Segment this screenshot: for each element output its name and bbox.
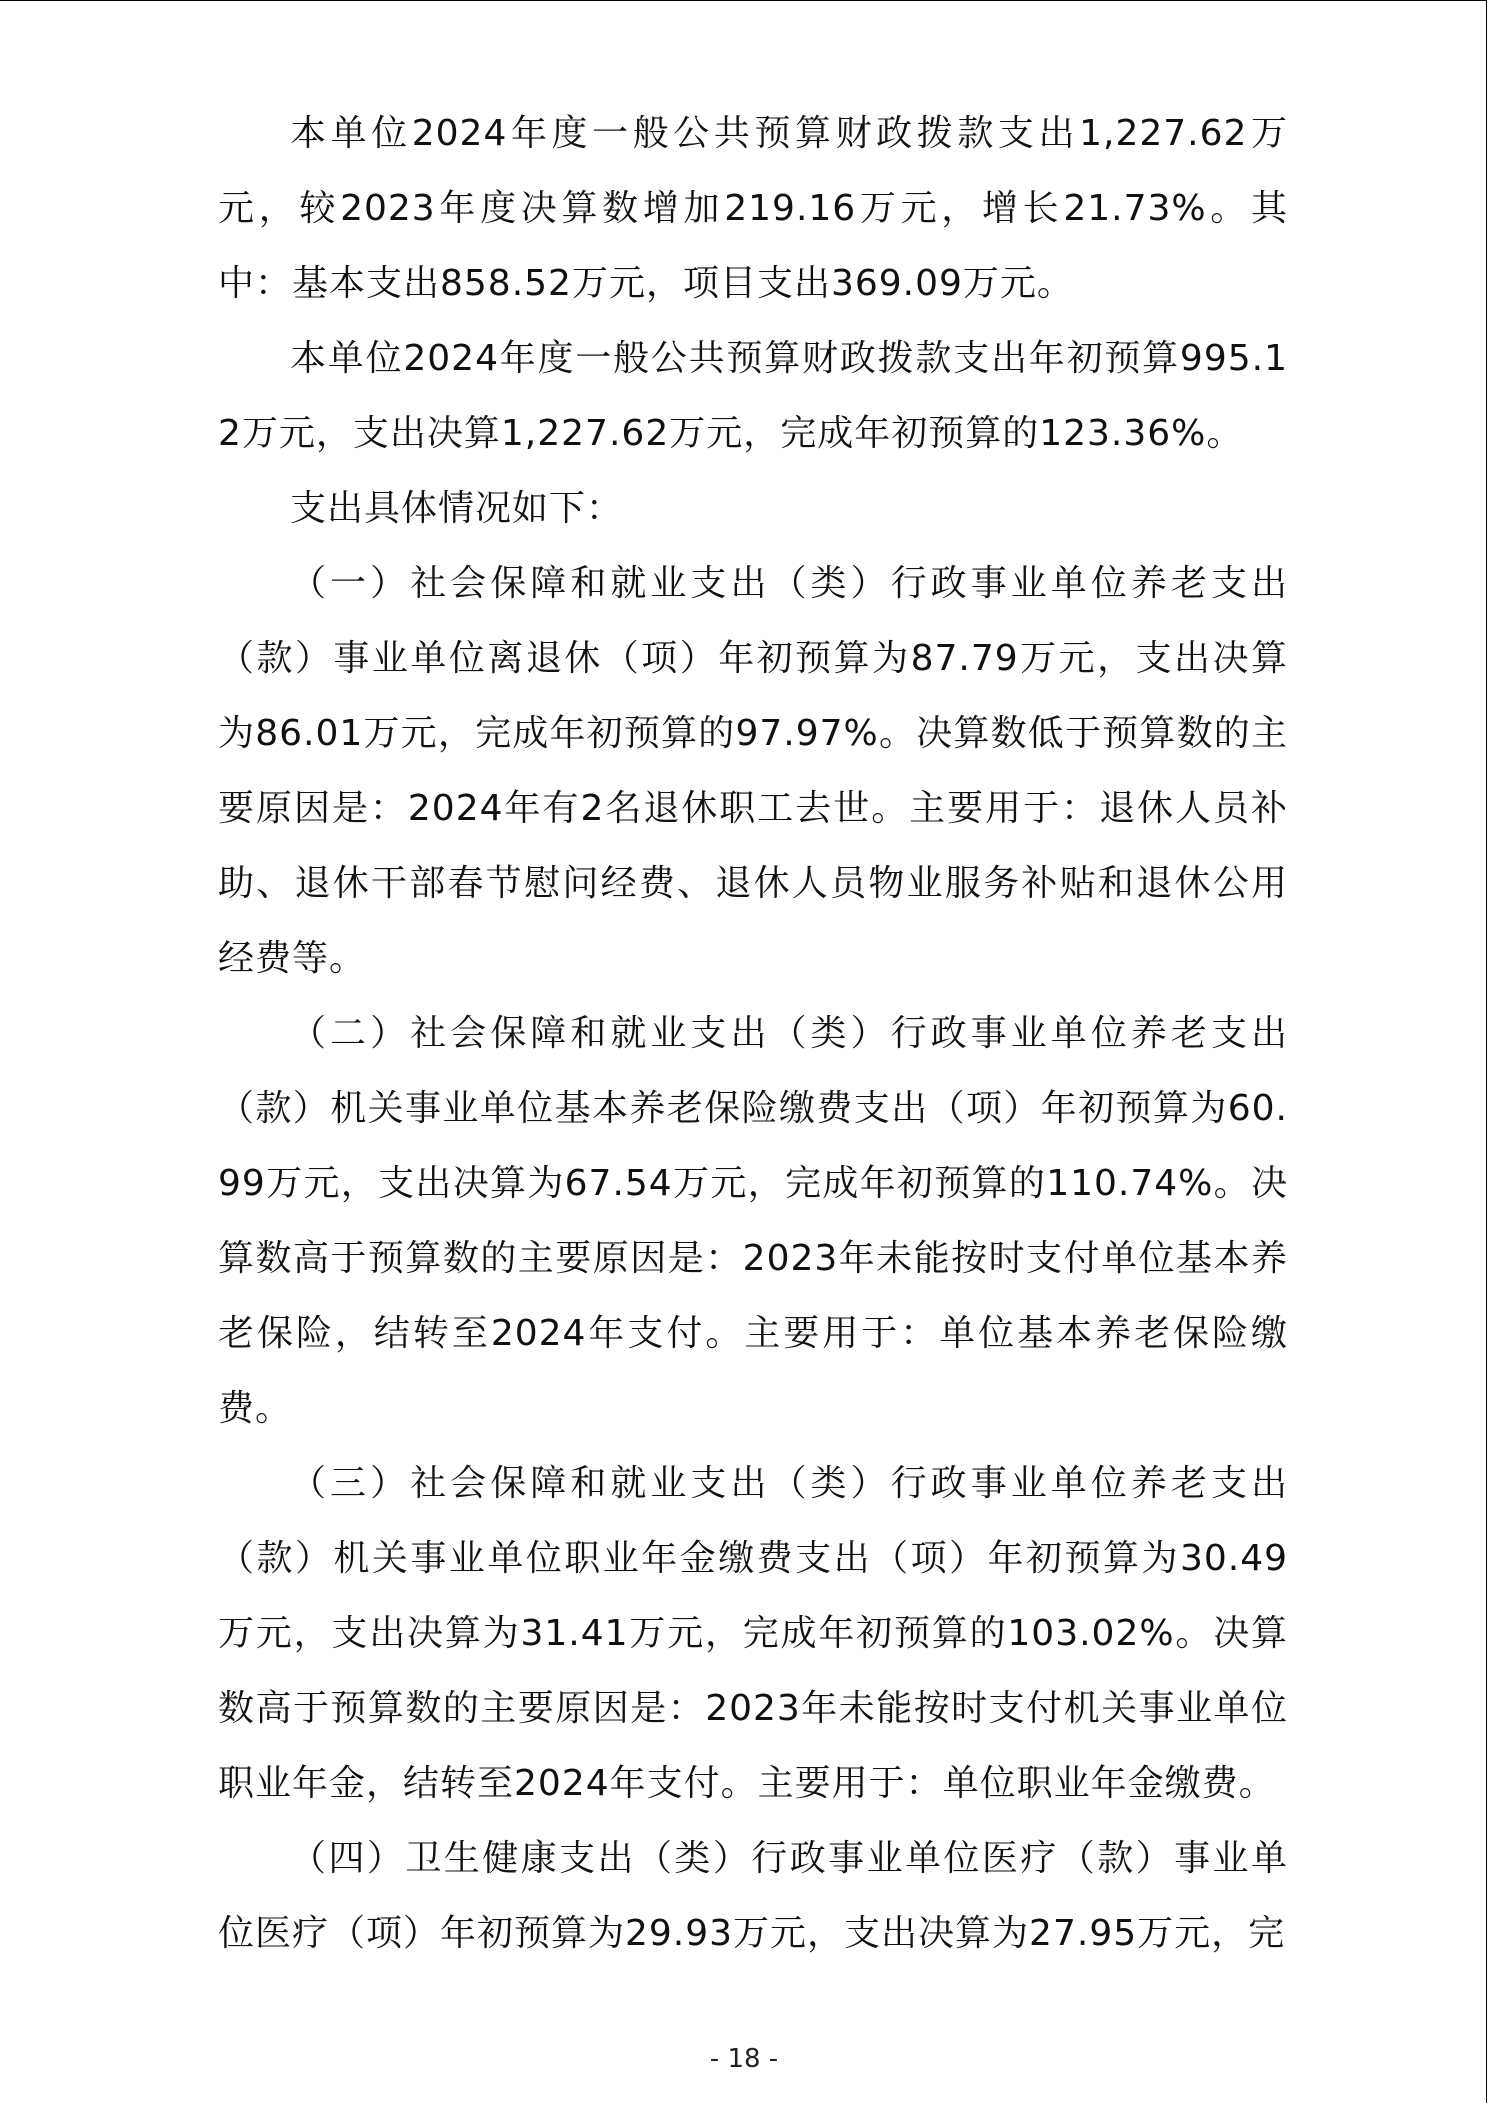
paragraph-budget-completion: 本单位2024年度一般公共预算财政拨款支出年初预算995.12万元，支出决算1,227.62万元，完成年初预算的123.36%。 bbox=[218, 338, 1288, 454]
document-body bbox=[218, 96, 1288, 1971]
page-number: - 18 - bbox=[709, 2044, 779, 2074]
paragraph-total-expenditure: 本单位2024年度一般公共预算财政拨款支出1,227.62万元，较2023年度决算数增加219.16万元，增长21.73%。其中：基本支出858.52万元，项目支出369.09万元。 bbox=[218, 113, 1288, 304]
paragraph-item-2-pension-insurance: （二）社会保障和就业支出（类）行政事业单位养老支出（款）机关事业单位基本养老保险缴费支出（项）年初预算为60.99万元，支出决算为67.54万元，完成年初预算的110.74%。决算数高于预算数的主要原因是：2023年未能按时支付单位基本养老保险，结转至2024年支付。主要用于：单位基本养老保险缴费。 bbox=[218, 1013, 1288, 1429]
paragraph-item-4-medical: （四）卫生健康支出（类）行政事业单位医疗（款）事业单位医疗（项）年初预算为29.93万元，支出决算为27.95万元，完 bbox=[218, 1838, 1288, 1954]
paragraph-item-1-retirement: （一）社会保障和就业支出（类）行政事业单位养老支出（款）事业单位离退休（项）年初预算为87.79万元，支出决算为86.01万元，完成年初预算的97.97%。决算数低于预算数的主要原因是：2024年有2名退休职工去世。主要用于：退休人员补助、退休干部春节慰问经费、退休人员物业服务补贴和退休公用经费等。 bbox=[218, 563, 1288, 979]
paragraph-item-3-occupational-annuity: （三）社会保障和就业支出（类）行政事业单位养老支出（款）机关事业单位职业年金缴费支出（项）年初预算为30.49万元，支出决算为31.41万元，完成年初预算的103.02%。决算数高于预算数的主要原因是：2023年未能按时支付机关事业单位职业年金，结转至2024年支付。主要用于：单位职业年金缴费。 bbox=[218, 1463, 1288, 1804]
paragraph-details-intro: 支出具体情况如下： bbox=[290, 488, 624, 529]
